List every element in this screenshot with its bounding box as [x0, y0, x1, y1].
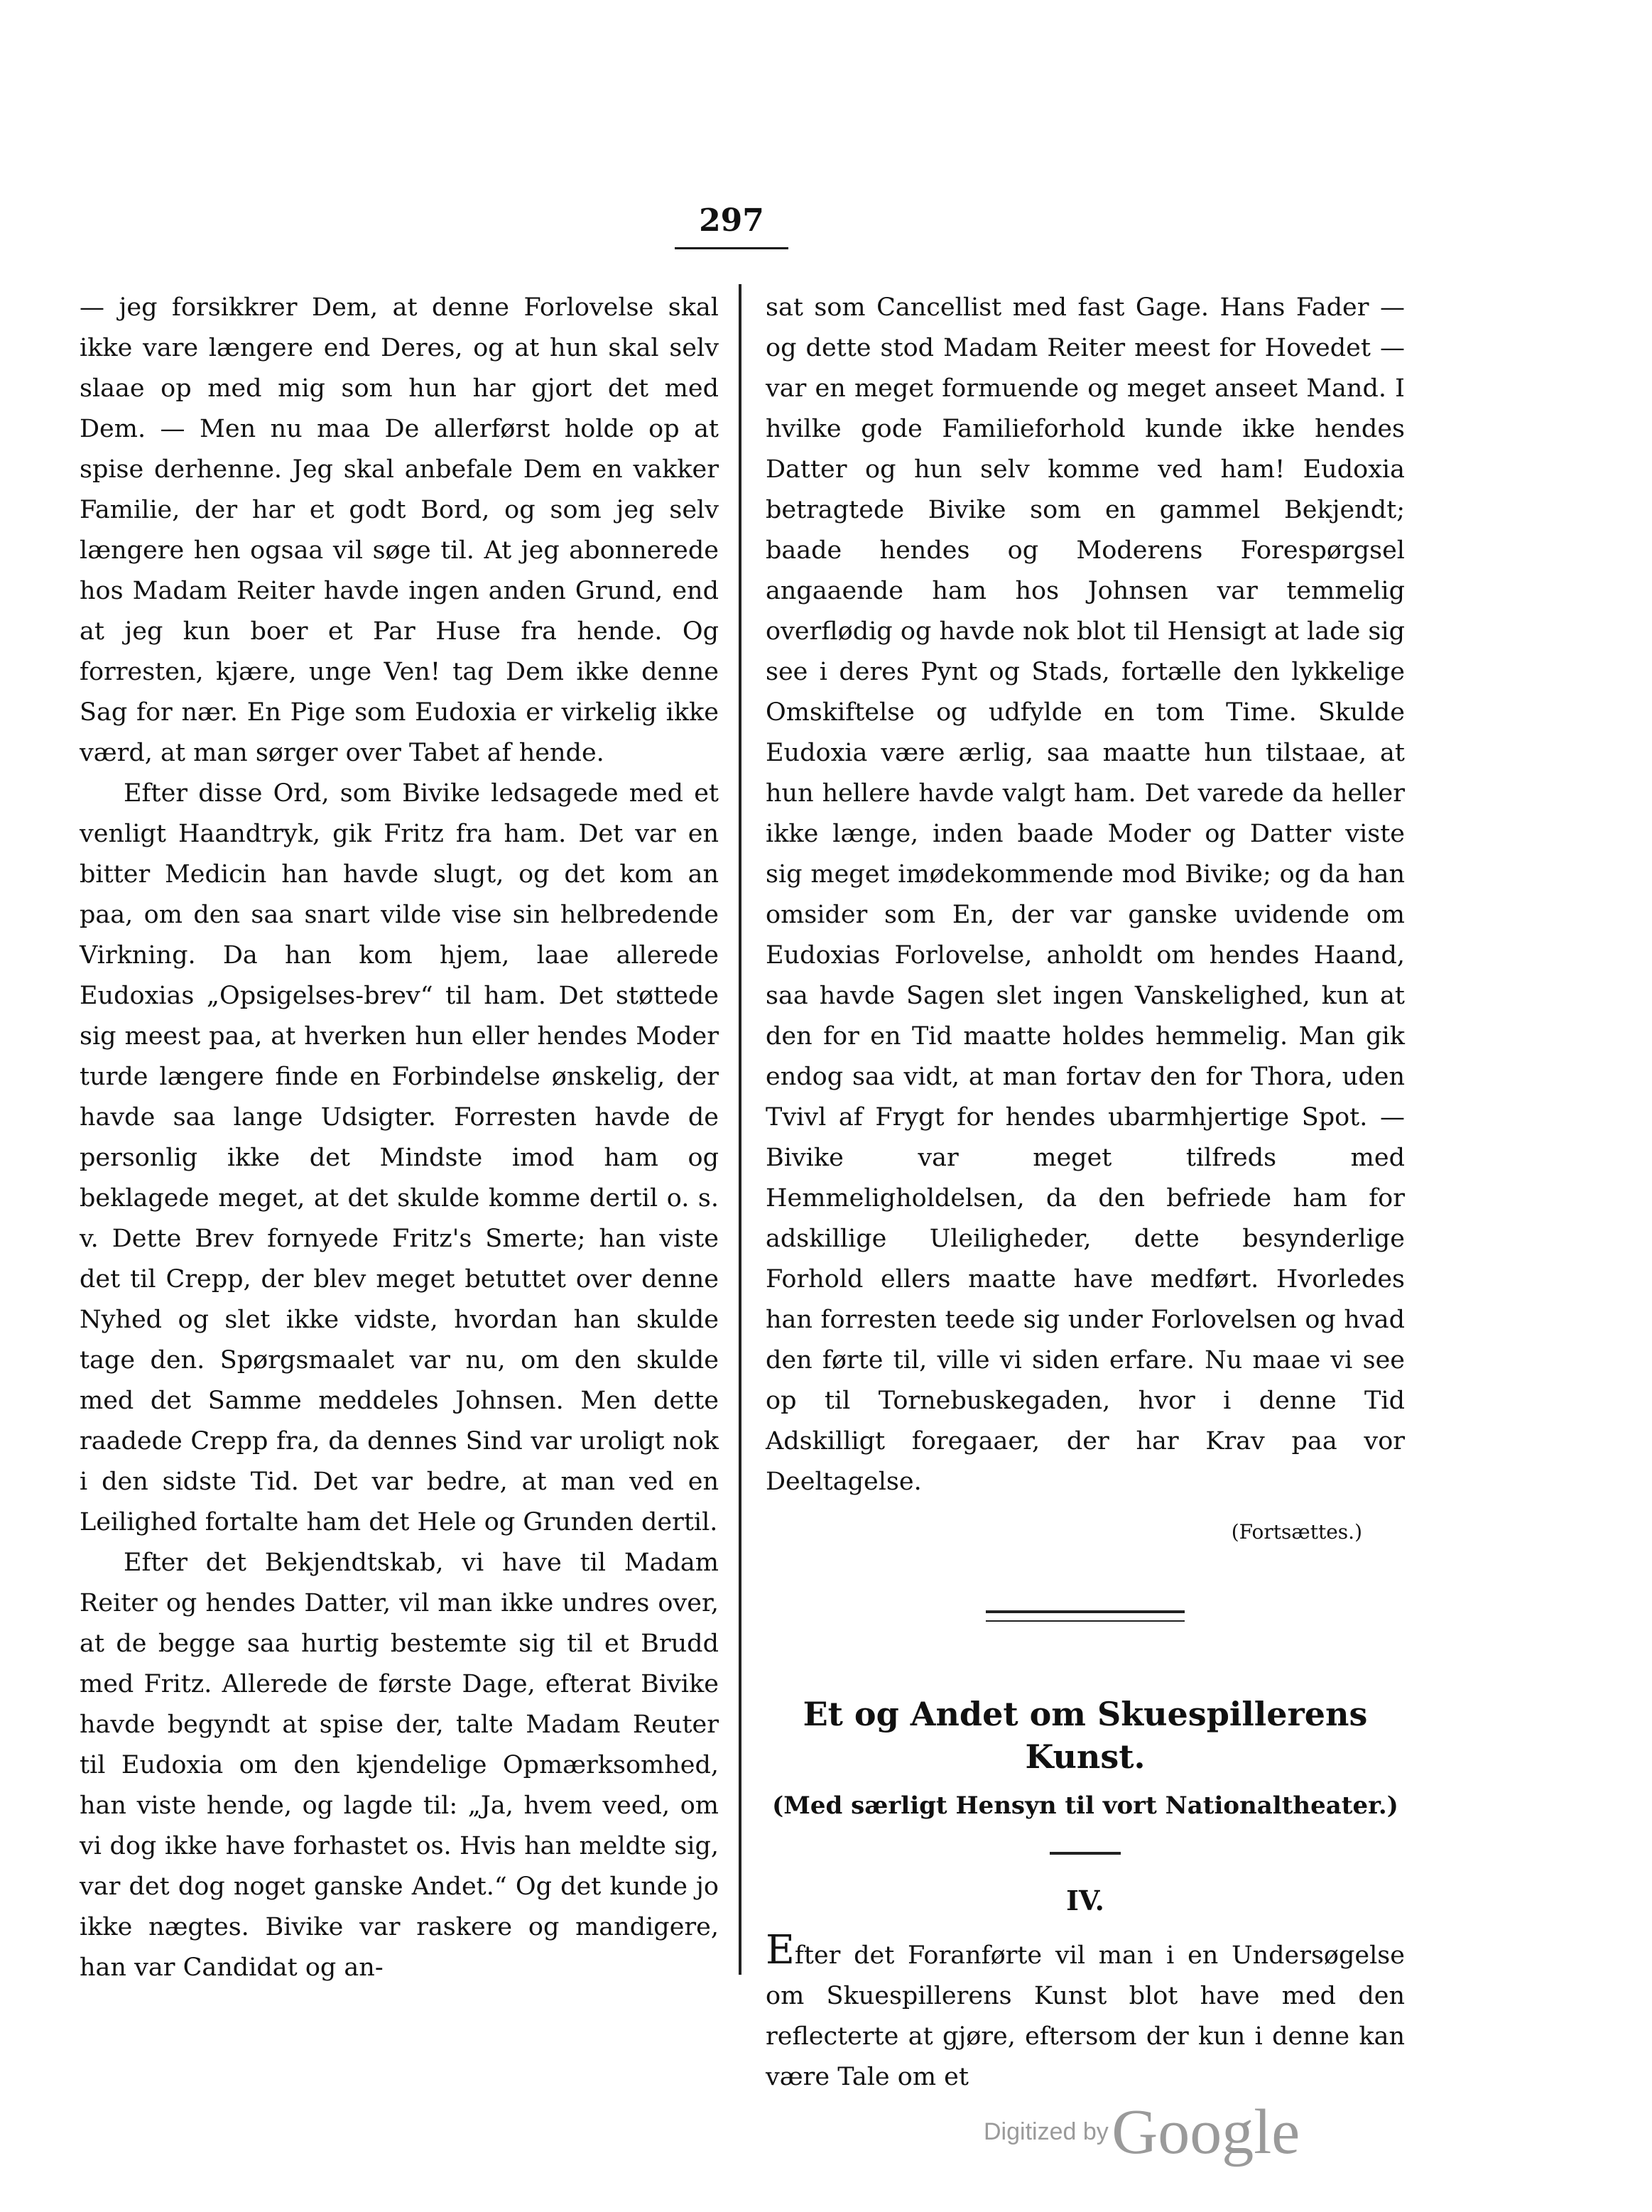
- page-number: 297: [675, 202, 788, 249]
- to-be-continued-note: (Fortsættes.): [1231, 1520, 1362, 1544]
- left-column: [80, 288, 719, 1988]
- article-title: Et og Andet om Skuespillerens Kunst.: [803, 1695, 1368, 1776]
- digitized-watermark: [984, 2096, 1300, 2169]
- watermark-prefix: Digitized by: [984, 2118, 1109, 2145]
- paragraph: Efter det Bekjendtskab, vi have til Madam Reiter og hendes Datter, vil man ikke undres over, at de begge saa hurtig bestemte sig til et Brudd med Fritz. Allerede de første Dage, efterat Bivike havde begyndt at spise der, talte Madam Reuter til Eudoxia om den kjendelige Opmærksomhed, han viste hende, og lagde til: „Ja, hvem veed, om vi dog ikke have forhastet os. Hvis han meldte sig, var det dog noget ganske Andet.“ Og det kunde jo ikke nægtes. Bivike var raskere og mandigere, han var Candidat og an-: [80, 1549, 719, 1982]
- section-numeral: IV.: [1066, 1885, 1104, 1916]
- right-column: [766, 288, 1405, 2098]
- paragraph: sat som Cancellist med fast Gage. Hans Fader — og dette stod Madam Reiter meest for Hovedet — var en meget formuende og meget anseet Mand. I hvilke gode Familieforhold kunde ikke hendes Datter og hun selv komme ved ham! Eudoxia betragtede Bivike som en gammel Bekjendt; baade hendes og Moderens Forespørgsel angaaende ham hos Johnsen var temmelig overflødig og havde nok blot til Hensigt at lade sig see i deres Pynt og Stads, fortælle den lykkelige Omskiftelse og udfylde en tom Time. Skulde Eudoxia være ærlig, saa maatte hun tilstaae, at hun hellere havde valgt ham. Det varede da heller ikke længe, inden baade Moder og Datter viste sig meget imødekommende mod Bivike; og da han omsider som En, der var ganske uvidende om Eudoxias Forlovelse, anholdt om hendes Haand, saa havde Sagen slet ingen Vanskelighed, kun at den for en Tid maatte holdes hemmelig. Man gik endog saa vidt, at man fortav den for Thora, uden Tvivl af Frygt for hendes ubarmhjertige Spot. — Bivike var meget tilfreds med Hemmeligholdelsen, da den befriede ham for adskillige Uleiligheder, dette besynderlige Forhold ellers maatte have medført. Hvorledes han forresten teede sig under Forlovelsen og hvad den førte til, ville vi siden erfare. Nu maae vi see op til Tornebuskegaden, hvor i denne Tid Adskilligt foregaaer, der har Krav paa vor Deeltagelse.: [766, 293, 1405, 1496]
- column-divider: [739, 284, 741, 1975]
- paragraph: Efter disse Ord, som Bivike ledsagede med et venligt Haandtryk, gik Fritz fra ham. Det var en bitter Medicin han havde slugt, og det kom an paa, om den saa snart vilde vise sin helbredende Virkning. Da han kom hjem, laae allerede Eudoxias „Opsigelses-brev“ til ham. Det støttede sig meest paa, at hverken hun eller hendes Moder turde længere finde en Forbindelse ønskelig, der havde saa lange Udsigter. Forresten havde de personlig ikke det Mindste imod ham og beklagede meget, at det skulde komme dertil o. s. v. Dette Brev fornyede Fritz's Smerte; han viste det til Crepp, der blev meget betuttet over denne Nyhed og slet ikke vidste, hvordan han skulde tage den. Spørgsmaalet var nu, om den skulde med det Samme meddeles Johnsen. Men dette raadede Crepp fra, da dennes Sind var uroligt nok i den sidste Tid. Det var bedre, at man ved en Leilighed fortalte ham det Hele og Grunden dertil.: [80, 779, 719, 1536]
- section-ornament-divider: [986, 1610, 1185, 1622]
- short-rule-divider: [1050, 1852, 1121, 1855]
- watermark-brand: Google: [1112, 2097, 1300, 2167]
- paragraph: Efter det Foranførte vil man i en Undersøgelse om Skuespillerens Kunst blot have med den reflecterte at gjøre, eftersom der kun i denne kan være Tale om et: [766, 1927, 1405, 2091]
- paragraph: — jeg forsikkrer Dem, at denne Forlovelse skal ikke vare længere end Deres, og at hun skal selv slaae op med mig som hun har gjort det med Dem. — Men nu maa De allerførst holde op at spise derhenne. Jeg skal anbefale Dem en vakker Familie, der har et godt Bord, og som jeg selv længere hen ogsaa vil søge til. At jeg abonnerede hos Madam Reiter havde ingen anden Grund, end at jeg kun boer et Par Huse fra hende. Og forresten, kjære, unge Ven! tag Dem ikke denne Sag for nær. En Pige som Eudoxia er virkelig ikke værd, at man sørger over Tabet af hende.: [80, 293, 719, 767]
- article-subtitle: (Med særligt Hensyn til vort Nationaltheater.): [772, 1791, 1398, 1820]
